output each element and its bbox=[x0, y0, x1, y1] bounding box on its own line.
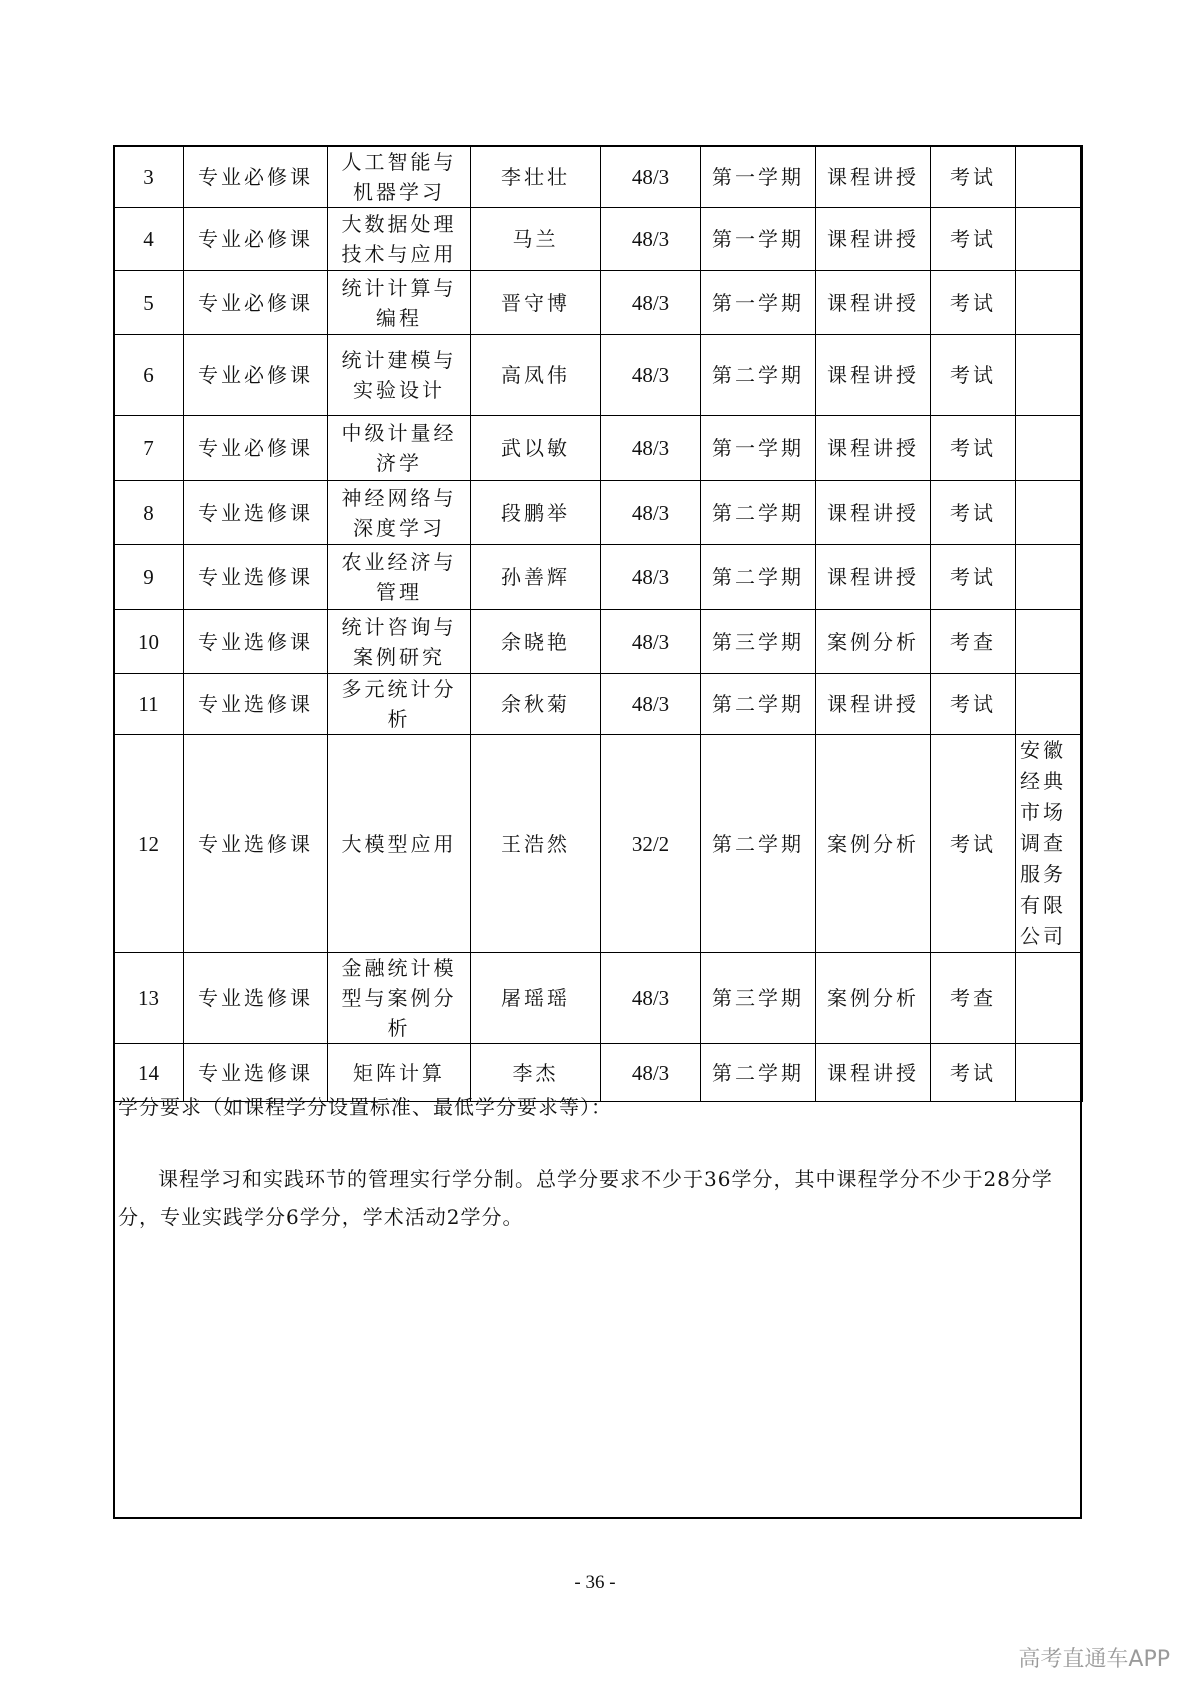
cell-hours-credits: 48/3 bbox=[601, 335, 701, 416]
cell-teacher: 屠瑶瑶 bbox=[471, 953, 601, 1044]
cell-assessment: 考试 bbox=[931, 545, 1016, 610]
watermark: 高考直通车APP bbox=[1018, 1647, 1170, 1672]
cell-cooperation: 安徽经典市场调查服务有限公司 bbox=[1016, 735, 1083, 953]
cell-course-type: 专业选修课 bbox=[184, 545, 328, 610]
cell-course-name: 矩阵计算 bbox=[328, 1044, 471, 1102]
cell-teaching-method: 课程讲授 bbox=[816, 481, 931, 545]
cell-assessment: 考试 bbox=[931, 481, 1016, 545]
cell-cooperation bbox=[1016, 416, 1083, 481]
cell-course-name: 多元统计分析 bbox=[328, 674, 471, 735]
cell-course-name: 大数据处理技术与应用 bbox=[328, 208, 471, 271]
cell-course-name: 金融统计模型与案例分析 bbox=[328, 953, 471, 1044]
cell-assessment: 考试 bbox=[931, 146, 1016, 208]
table-row bbox=[114, 335, 1083, 416]
cell-number: 7 bbox=[114, 416, 184, 481]
cell-cooperation bbox=[1016, 271, 1083, 335]
cell-cooperation bbox=[1016, 335, 1083, 416]
cell-hours-credits: 48/3 bbox=[601, 674, 701, 735]
cell-course-type: 专业选修课 bbox=[184, 953, 328, 1044]
cell-assessment: 考试 bbox=[931, 335, 1016, 416]
cell-cooperation bbox=[1016, 953, 1083, 1044]
cell-hours-credits: 48/3 bbox=[601, 610, 701, 674]
cell-teaching-method: 课程讲授 bbox=[816, 545, 931, 610]
table-row bbox=[114, 610, 1083, 674]
cell-cooperation bbox=[1016, 146, 1083, 208]
cell-course-type: 专业选修课 bbox=[184, 610, 328, 674]
cell-teaching-method: 课程讲授 bbox=[816, 335, 931, 416]
cell-term: 第一学期 bbox=[701, 146, 816, 208]
cell-teacher: 马兰 bbox=[471, 208, 601, 271]
cell-teaching-method: 课程讲授 bbox=[816, 208, 931, 271]
cell-number: 3 bbox=[114, 146, 184, 208]
cell-hours-credits: 48/3 bbox=[601, 208, 701, 271]
cell-term: 第二学期 bbox=[701, 335, 816, 416]
table-row bbox=[114, 953, 1083, 1044]
cell-teacher: 段鹏举 bbox=[471, 481, 601, 545]
course-table bbox=[113, 145, 1083, 1102]
cell-cooperation bbox=[1016, 208, 1083, 271]
cell-cooperation bbox=[1016, 610, 1083, 674]
cell-course-name: 神经网络与深度学习 bbox=[328, 481, 471, 545]
cell-course-type: 专业必修课 bbox=[184, 271, 328, 335]
cell-course-name: 中级计量经济学 bbox=[328, 416, 471, 481]
cell-hours-credits: 48/3 bbox=[601, 271, 701, 335]
cell-assessment: 考试 bbox=[931, 271, 1016, 335]
cell-assessment: 考试 bbox=[931, 1044, 1016, 1102]
cell-course-type: 专业选修课 bbox=[184, 1044, 328, 1102]
cell-number: 6 bbox=[114, 335, 184, 416]
table-row bbox=[114, 271, 1083, 335]
cell-teacher: 王浩然 bbox=[471, 735, 601, 953]
cell-number: 9 bbox=[114, 545, 184, 610]
cell-cooperation bbox=[1016, 545, 1083, 610]
cell-term: 第一学期 bbox=[701, 208, 816, 271]
table-row bbox=[114, 146, 1083, 208]
page-number: - 36 - bbox=[574, 1572, 616, 1593]
cell-number: 4 bbox=[114, 208, 184, 271]
cell-teaching-method: 课程讲授 bbox=[816, 146, 931, 208]
cell-hours-credits: 48/3 bbox=[601, 481, 701, 545]
cell-course-name: 统计计算与编程 bbox=[328, 271, 471, 335]
table-row bbox=[114, 545, 1083, 610]
cell-course-type: 专业选修课 bbox=[184, 481, 328, 545]
cell-hours-credits: 48/3 bbox=[601, 416, 701, 481]
cell-course-name: 统计建模与实验设计 bbox=[328, 335, 471, 416]
cell-cooperation bbox=[1016, 481, 1083, 545]
cell-assessment: 考试 bbox=[931, 208, 1016, 271]
cell-hours-credits: 32/2 bbox=[601, 735, 701, 953]
cell-hours-credits: 48/3 bbox=[601, 146, 701, 208]
credit-body: 课程学习和实践环节的管理实行学分制。总学分要求不少于36学分，其中课程学分不少于28分学分，专业实践学分6学分，学术活动2学分。 bbox=[118, 1167, 1053, 1229]
table-row bbox=[114, 735, 1083, 953]
cell-teacher: 李壮壮 bbox=[471, 146, 601, 208]
cell-course-type: 专业必修课 bbox=[184, 208, 328, 271]
cell-number: 12 bbox=[114, 735, 184, 953]
cell-course-name: 农业经济与管理 bbox=[328, 545, 471, 610]
cell-hours-credits: 48/3 bbox=[601, 545, 701, 610]
cell-teaching-method: 课程讲授 bbox=[816, 271, 931, 335]
credit-heading: 学分要求（如课程学分设置标准、最低学分要求等）： bbox=[118, 1095, 612, 1119]
cell-number: 13 bbox=[114, 953, 184, 1044]
cell-teacher: 晋守博 bbox=[471, 271, 601, 335]
cell-term: 第二学期 bbox=[701, 735, 816, 953]
cell-course-type: 专业必修课 bbox=[184, 146, 328, 208]
cell-assessment: 考查 bbox=[931, 610, 1016, 674]
cell-number: 5 bbox=[114, 271, 184, 335]
credit-requirements bbox=[118, 1088, 1078, 1236]
cell-assessment: 考试 bbox=[931, 735, 1016, 953]
cell-course-type: 专业必修课 bbox=[184, 335, 328, 416]
cell-teacher: 高凤伟 bbox=[471, 335, 601, 416]
cell-course-name: 大模型应用 bbox=[328, 735, 471, 953]
cell-teacher: 武以敏 bbox=[471, 416, 601, 481]
cell-teaching-method: 案例分析 bbox=[816, 953, 931, 1044]
table-row bbox=[114, 481, 1083, 545]
cell-teacher: 孙善辉 bbox=[471, 545, 601, 610]
cell-term: 第二学期 bbox=[701, 674, 816, 735]
cell-term: 第二学期 bbox=[701, 481, 816, 545]
cell-assessment: 考试 bbox=[931, 416, 1016, 481]
cell-hours-credits: 48/3 bbox=[601, 953, 701, 1044]
table-row bbox=[114, 208, 1083, 271]
cell-teaching-method: 课程讲授 bbox=[816, 674, 931, 735]
table-row bbox=[114, 416, 1083, 481]
cell-teaching-method: 案例分析 bbox=[816, 610, 931, 674]
cell-teaching-method: 课程讲授 bbox=[816, 416, 931, 481]
cell-teacher: 余秋菊 bbox=[471, 674, 601, 735]
cell-teaching-method: 课程讲授 bbox=[816, 1044, 931, 1102]
table-row bbox=[114, 674, 1083, 735]
course-table-body bbox=[114, 146, 1083, 1102]
cell-term: 第三学期 bbox=[701, 610, 816, 674]
cell-number: 8 bbox=[114, 481, 184, 545]
cell-course-type: 专业选修课 bbox=[184, 674, 328, 735]
cell-number: 11 bbox=[114, 674, 184, 735]
cell-teacher: 李杰 bbox=[471, 1044, 601, 1102]
cell-term: 第二学期 bbox=[701, 545, 816, 610]
cell-number: 14 bbox=[114, 1044, 184, 1102]
cell-hours-credits: 48/3 bbox=[601, 1044, 701, 1102]
cell-term: 第一学期 bbox=[701, 416, 816, 481]
cell-number: 10 bbox=[114, 610, 184, 674]
cell-cooperation bbox=[1016, 674, 1083, 735]
cell-teacher: 余晓艳 bbox=[471, 610, 601, 674]
cell-term: 第一学期 bbox=[701, 271, 816, 335]
cell-course-type: 专业必修课 bbox=[184, 416, 328, 481]
cell-term: 第三学期 bbox=[701, 953, 816, 1044]
cell-assessment: 考试 bbox=[931, 674, 1016, 735]
cell-assessment: 考查 bbox=[931, 953, 1016, 1044]
cell-course-type: 专业选修课 bbox=[184, 735, 328, 953]
cell-course-name: 统计咨询与案例研究 bbox=[328, 610, 471, 674]
cell-term: 第二学期 bbox=[701, 1044, 816, 1102]
cell-course-name: 人工智能与机器学习 bbox=[328, 146, 471, 208]
cell-teaching-method: 案例分析 bbox=[816, 735, 931, 953]
